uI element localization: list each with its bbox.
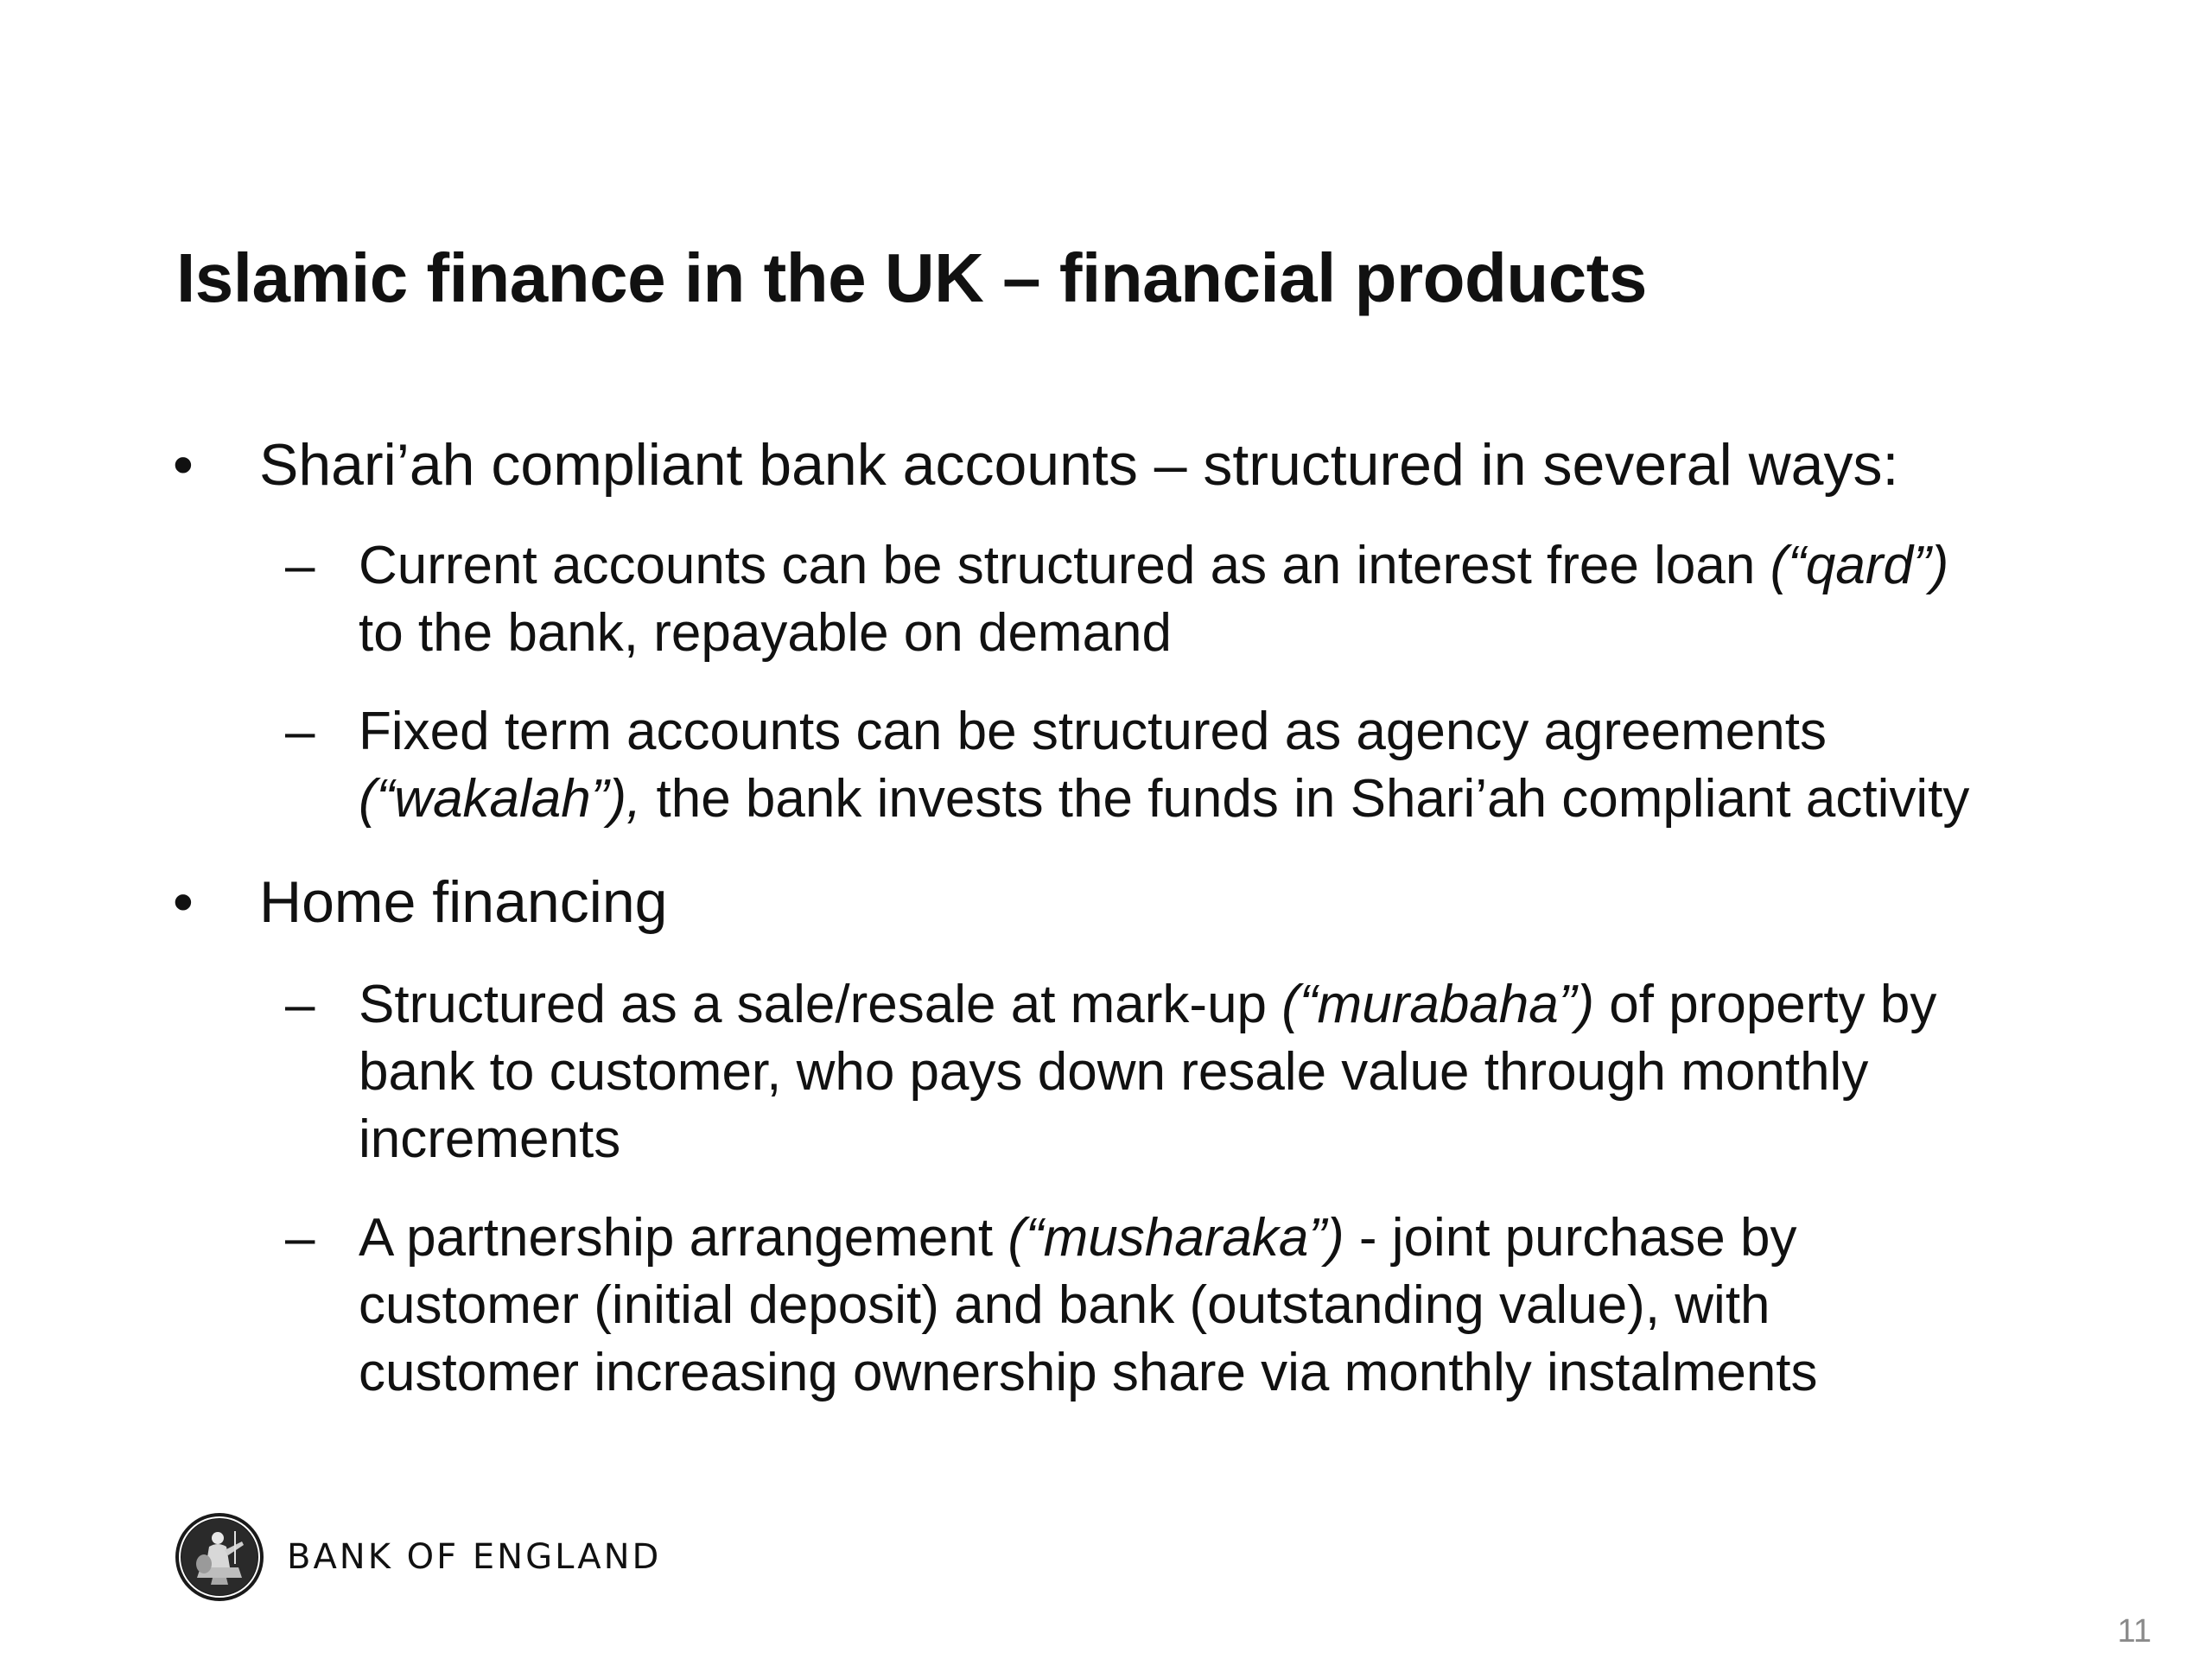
sub-text (359, 532, 2130, 667)
sub-text-segment: the bank invests the funds in Shari’ah compliant activity (641, 769, 1970, 829)
sub-text (359, 971, 2130, 1173)
sub-text-segment: Current accounts can be structured as an interest free loan (359, 536, 1770, 595)
sub-text-segment: Structured as a sale/resale at mark-up (359, 975, 1282, 1034)
britannia-seal-icon (175, 1512, 264, 1602)
sub-term-italic: (“murabaha”) (1281, 975, 1595, 1034)
page-number: 11 (2117, 1613, 2152, 1649)
sub-term-italic: (“wakalah”), (359, 769, 642, 829)
sub-text-line: customer increasing ownership share via monthly instalments (359, 1343, 1818, 1402)
sub-text-segment: of property by (1594, 975, 1937, 1034)
sub-marker: – (285, 536, 315, 595)
bullet-text: Home financing (259, 869, 668, 935)
bullet-text: Shari’ah compliant bank accounts – structured in several ways: (259, 432, 1899, 498)
sub-text-segment: A partnership arrangement (359, 1208, 1008, 1268)
sub-term-italic: (“musharaka”) (1007, 1208, 1344, 1268)
bank-logo-text: BANK OF ENGLAND (287, 1537, 662, 1577)
sub-text-line: to the bank, repayable on demand (359, 603, 1173, 663)
sub-marker: – (285, 1208, 315, 1268)
sub-text (359, 698, 2130, 833)
sub-marker: – (285, 975, 315, 1034)
bullet-marker: • (173, 432, 194, 498)
sub-marker: – (285, 702, 315, 761)
sub-text (359, 1205, 2130, 1407)
sub-text-line: increments (359, 1109, 621, 1169)
sub-text-segment: - joint purchase by (1344, 1208, 1797, 1268)
slide-title: Islamic finance in the UK – financial products (176, 239, 1647, 316)
sub-text-line: Fixed term accounts can be structured as agency agreements (359, 702, 1827, 761)
sub-text-line: bank to customer, who pays down resale value through monthly (359, 1042, 1869, 1102)
bullet-marker: • (173, 869, 194, 935)
sub-term-italic: (“qard”) (1770, 536, 1949, 595)
sub-text-line: customer (initial deposit) and bank (outstanding value), with (359, 1275, 1770, 1335)
